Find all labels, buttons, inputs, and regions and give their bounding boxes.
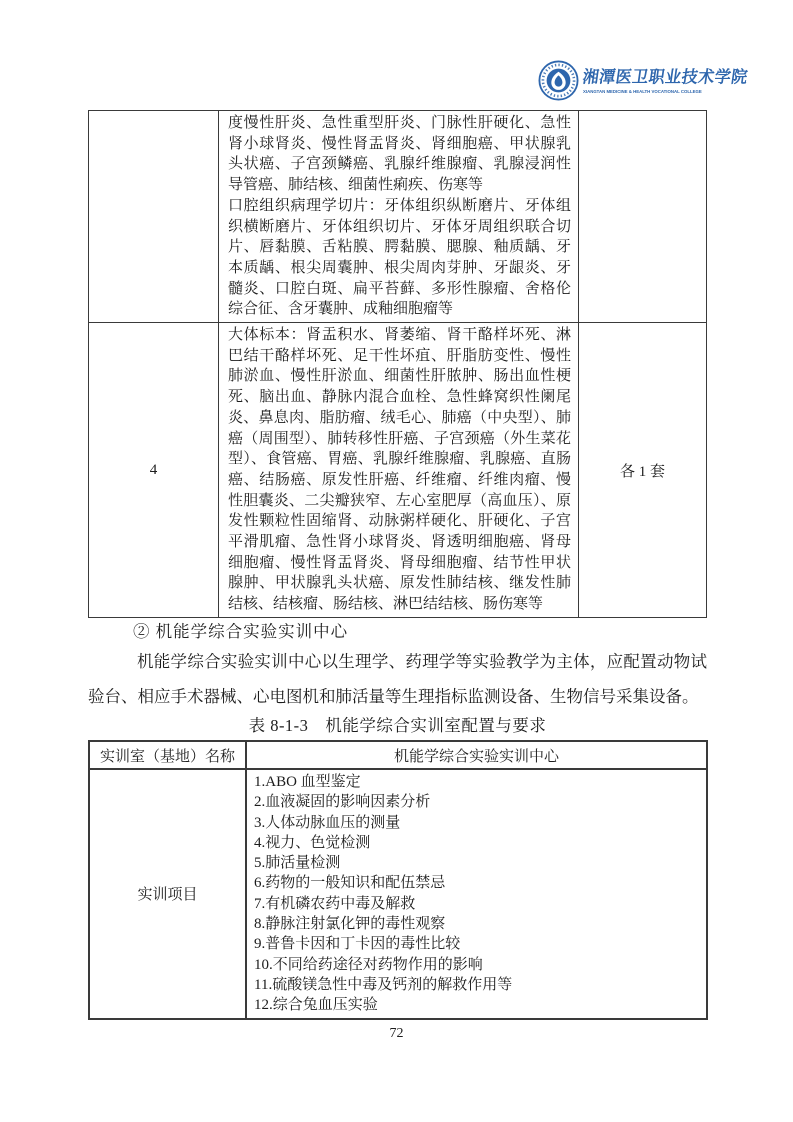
training-item: 10.不同给药途径对药物作用的影响 bbox=[254, 956, 483, 973]
college-emblem-icon bbox=[538, 60, 579, 101]
specimen-list-cell bbox=[219, 111, 579, 323]
row-number-cell: 4 bbox=[89, 323, 219, 618]
table-row bbox=[89, 323, 707, 618]
training-items-cell bbox=[246, 769, 707, 1019]
section-paragraph: 机能学综合实验实训中心以生理学、药理学等实验教学为主体，应配置动物试验台、相应手术器械、心电图机和肺活量等生理指标监测设备、生物信号采集设备。 bbox=[88, 652, 707, 706]
room-name-value-cell: 机能学综合实验实训中心 bbox=[246, 741, 707, 769]
training-item: 7.有机磷农药中毒及解救 bbox=[254, 895, 416, 912]
specimen-paragraph: 口腔组织病理学切片：牙体组织纵断磨片、牙体组织横断磨片、牙体组织切片、牙体牙周组织联合切片、唇黏膜、舌粘膜、腭黏膜、腮腺、釉质龋、牙本质龋、根尖周囊肿、根尖周肉芽肿、牙龈炎、牙髓炎、口腔白斑、扁平苔藓、多形性腺瘤、舍格伦综合征、含牙囊肿、成釉细胞瘤等 bbox=[228, 197, 571, 318]
row-number-cell bbox=[89, 111, 219, 323]
specimen-paragraph: 大体标本：肾盂积水、肾萎缩、肾干酪样坏死、淋巴结干酪样坏死、足干性坏疽、肝脂肪变性、慢性肺淤血、慢性肝淤血、细菌性肝脓肿、肠出血性梗死、脑出血、静脉内混合血栓、急性蜂窝织性阑尾炎、鼻息肉、脂肪瘤、绒毛心、肺癌（中央型）、肺癌（周围型）、肺转移性肝癌、子宫颈癌（外生菜花型）、食管癌、胃癌、乳腺纤维腺瘤、乳腺癌、直肠癌、结肠癌、原发性肝癌、纤维瘤、纤维肉瘤、慢性胆囊炎、二尖瓣狭窄、左心室肥厚（高血压）、原发性颗粒性固缩肾、动脉粥样硬化、肝硬化、子宫平滑肌瘤、急性肾小球肾炎、肾透明细胞癌、肾母细胞瘤、慢性肾盂肾炎、肾母细胞瘤、结节性甲状腺肿、甲状腺乳头状癌、原发性肺结核、继发性肺结核、结核瘤、肠结核、淋巴结结核、肠伤寒等 bbox=[228, 327, 571, 613]
training-item: 6.药物的一般知识和配伍禁忌 bbox=[254, 875, 446, 892]
training-item: 2.血液凝固的影响因素分析 bbox=[254, 794, 431, 811]
quantity-cell: 各 1 套 bbox=[579, 323, 707, 618]
training-item: 5.肺活量检测 bbox=[254, 855, 341, 872]
row-label-cell: 实训项目 bbox=[89, 769, 246, 1019]
college-name-en: XIANGTAN MEDICINE & HEALTH VOCATIONAL COLLEGE bbox=[583, 90, 702, 95]
specimen-config-table bbox=[88, 110, 707, 618]
table-caption: 表 8-1-3 机能学综合实训室配置与要求 bbox=[248, 716, 547, 735]
page-number: 72 bbox=[389, 1026, 404, 1041]
training-item: 1.ABO 血型鉴定 bbox=[254, 774, 361, 790]
room-name-header-cell: 实训室（基地）名称 bbox=[89, 741, 246, 769]
training-item: 11.硫酸镁急性中毒及钙剂的解救作用等 bbox=[254, 976, 513, 993]
training-item: 8.静脉注射氯化钾的毒性观察 bbox=[254, 916, 446, 933]
training-item: 12.综合兔血压实验 bbox=[254, 997, 378, 1014]
college-logo bbox=[538, 58, 749, 102]
college-name-block bbox=[581, 64, 749, 96]
table-header-row bbox=[89, 741, 707, 769]
table-row bbox=[89, 111, 707, 323]
specimen-list-cell bbox=[219, 323, 579, 618]
table-row bbox=[89, 769, 707, 1019]
specimen-paragraph: 度慢性肝炎、急性重型肝炎、门脉性肝硬化、急性肾小球肾炎、慢性肾盂肾炎、肾细胞癌、甲状腺乳头状癌、子宫颈鳞癌、乳腺纤维腺瘤、乳腺浸润性导管癌、肺结核、细菌性痢疾、伤寒等 bbox=[228, 115, 571, 194]
training-item: 9.普鲁卡因和丁卡因的毒性比较 bbox=[254, 936, 461, 953]
college-name-zh: 湘潭医卫职业技术学院 bbox=[581, 68, 749, 87]
training-item: 3.人体动脉血压的测量 bbox=[254, 814, 401, 831]
training-item: 4.视力、色觉检测 bbox=[254, 834, 371, 851]
section-heading: ② 机能学综合实验实训中心 bbox=[133, 622, 349, 641]
quantity-cell bbox=[579, 111, 707, 323]
training-room-config-table bbox=[88, 740, 708, 1020]
